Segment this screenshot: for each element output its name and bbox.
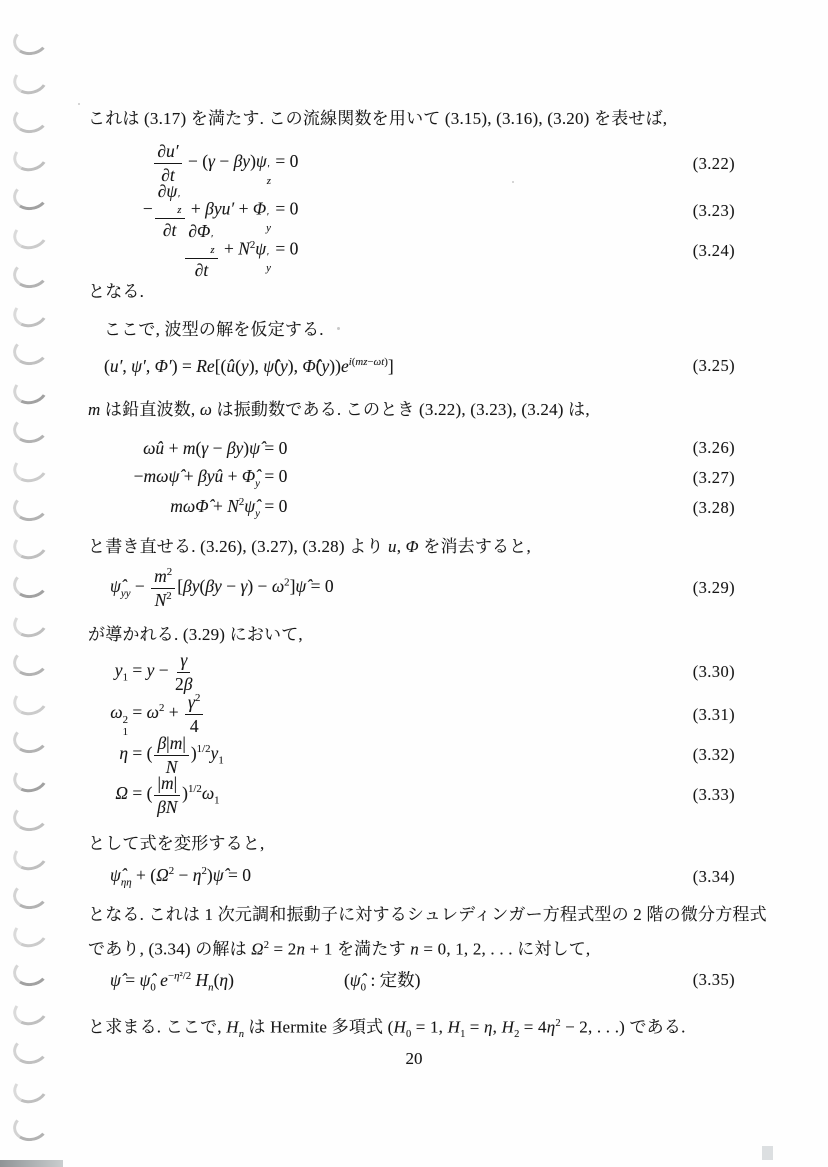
spiral-binding: [0, 0, 60, 1167]
para-toshite: として式を変形すると,: [88, 834, 265, 853]
binding-hole-icon: [10, 1071, 51, 1107]
binding-hole-icon: [11, 413, 50, 446]
fraction: $\frac{\beta|m|}{N}$: [154, 733, 188, 777]
equation-number: (3.26): [692, 438, 735, 457]
fraction: ∂ψ ′ z ∂t: [155, 181, 185, 240]
equation-body: ∂Φ ′ z ∂t + $N^2\psi$ ′ y = 0: [88, 221, 298, 280]
eq-3-30: [88, 649, 735, 695]
binding-hole-icon: [11, 956, 50, 989]
page-number: 20: [405, 1049, 423, 1068]
equation-number: (3.29): [692, 578, 735, 597]
fraction: $\frac{m^2}{N^2}$: [151, 566, 175, 610]
binding-hole-icon: [10, 62, 51, 98]
equation-body: (u′, ψ′, Φ′) = Re[(û(y), ψ̂(y), $\Phî(y))e^{i(mz-\omega t)}$]: [104, 355, 394, 376]
binding-hole-icon: [10, 217, 51, 253]
eq-3-26: [88, 435, 735, 461]
binding-hole-icon: [11, 645, 50, 678]
eq-3-34: [110, 863, 735, 891]
binding-hole-icon: [10, 139, 51, 175]
binding-hole-icon: [10, 838, 51, 874]
equation-number: (3.22): [692, 154, 735, 173]
fraction: $\frac{\gamma^2}{4}$: [185, 692, 203, 736]
equation-number: (3.24): [692, 240, 735, 260]
binding-hole-icon: [10, 372, 51, 408]
equation-number: (3.28): [692, 498, 735, 517]
binding-hole-icon: [11, 25, 50, 58]
scan-mark-bottom-right: [762, 1146, 773, 1160]
scan-speck: [337, 327, 340, 330]
scan-speck: [78, 103, 80, 105]
binding-hole-icon: [11, 568, 50, 601]
equation-body: η = ( $\frac{\beta|m|}{N}$ )$^{1/2}y_1$: [119, 732, 224, 777]
fraction: $\frac{\partial u'}{\partial t}$: [154, 141, 181, 185]
equation-number: (3.31): [692, 705, 735, 724]
equation-number: (3.34): [692, 867, 735, 886]
binding-hole-icon: [11, 1111, 50, 1144]
eq-3-27: [88, 465, 735, 491]
binding-hole-icon: [11, 257, 50, 290]
fraction: $\frac{\gamma}{2\beta}$: [175, 649, 193, 694]
binding-hole-icon: [10, 605, 51, 641]
equation-body: − ∂ψ ′ z ∂t + βyu′ + Φ ′ y = 0: [142, 181, 299, 240]
equation-body: −mωψ̂ + βyû + $\Phî_y$ = 0: [133, 466, 288, 490]
page-content: [88, 0, 775, 1167]
binding-hole-icon: [10, 993, 51, 1029]
eq-3-25: [104, 352, 735, 380]
equation-body: mωΦ̂ + $N^2\psî_y$ = 0: [170, 496, 288, 520]
binding-hole-icon: [10, 450, 51, 486]
eq-3-29: [110, 565, 735, 611]
equation-number: (3.27): [692, 468, 735, 487]
equation-body: ω 2 1 = $\omega^2$ + $\frac{\gamma^2}{4}$: [88, 692, 205, 738]
binding-hole-icon: [10, 295, 51, 331]
binding-hole-icon: [10, 915, 51, 951]
scan-speck: [512, 181, 514, 183]
equation-body: ψ̂ = $\psî_0$ $e^{-\eta^2/2}$ $H_n(\eta)$ ($\psî_0$ : 定数): [110, 969, 421, 994]
fraction: $\frac{|m|}{\beta N}$: [154, 773, 180, 817]
binding-hole-icon: [11, 335, 50, 368]
equation-number: (3.23): [692, 200, 735, 220]
binding-hole-icon: [10, 527, 51, 563]
para-tonaru-1: となる.: [88, 282, 145, 301]
binding-hole-icon: [11, 180, 50, 213]
binding-hole-icon: [10, 683, 51, 719]
equation-body: ωû + m(γ − βy)ψ̂ = 0: [143, 437, 288, 458]
para-motomaru: と求まる. ここで, $H_n$ は Hermite 多項式 ($H_0 = 1$, $H_1 = \eta$, $H_2 = 4\eta^2 - 2$, . . .) である.: [88, 1017, 686, 1041]
para-intro: これは (3.17) を満たす. この流線関数を用いて (3.15), (3.16), (3.20) を表せば,: [88, 109, 668, 128]
eq-3-33: [88, 772, 735, 818]
para-m-wa: m は鉛直波数, ω は振動数である. このとき (3.22), (3.23), (3.24) は,: [88, 400, 590, 419]
para-kokode: ここで, 波型の解を仮定する.: [104, 320, 324, 339]
equation-number: (3.35): [692, 970, 735, 989]
binding-hole-icon: [11, 723, 50, 756]
equation-body: Ω = ( $\frac{|m|}{\beta N}$ )$^{1/2}\omega_1$: [115, 772, 220, 817]
eq-3-24: [88, 221, 735, 280]
equation-number: (3.33): [692, 785, 735, 804]
scan-shadow-bottom-left: [0, 1160, 63, 1167]
equation-number: (3.30): [692, 662, 735, 681]
equation-number: (3.32): [692, 745, 735, 764]
eq-3-28: [88, 495, 735, 521]
para-michibikareru: が導かれる. (3.29) において,: [88, 625, 303, 644]
binding-hole-icon: [11, 801, 50, 834]
para-tonaru-2: となる. これは 1 次元調和振動子に対するシュレディンガー方程式型の 2 階の微分方程式 であり, (3.34) の解は $\Omega^2 = 2n + 1$ を満たす n = 0, 1, 2, . . . に対して,: [88, 905, 767, 959]
binding-hole-icon: [11, 878, 50, 911]
fraction: ∂Φ ′ z ∂t: [185, 221, 217, 280]
equation-body: $\psî_{\eta\eta} + (\Omega^2$ − $\eta^2)\psî = 0$: [110, 865, 251, 889]
para-kakinaoseru: と書き直せる. (3.26), (3.27), (3.28) より u, Φ を消去すると,: [88, 537, 531, 556]
equation-body: $\frac{\partial u'}{\partial t}$ − (γ − βy)ψ ′ z = 0: [88, 141, 298, 187]
binding-hole-icon: [11, 102, 50, 135]
equation-body: $y_1$ = y − $\frac{\gamma}{2\beta}$: [114, 649, 193, 694]
binding-hole-icon: [11, 490, 50, 523]
binding-hole-icon: [10, 760, 51, 796]
eq-3-35: [110, 966, 735, 994]
equation-number: (3.25): [692, 356, 735, 375]
equation-body: $\psî_{yy}$ − $\frac{m^2}{N^2}$ $[\beta y(\beta y - \gamma) - \omega^2]\psî = 0$: [110, 565, 334, 610]
